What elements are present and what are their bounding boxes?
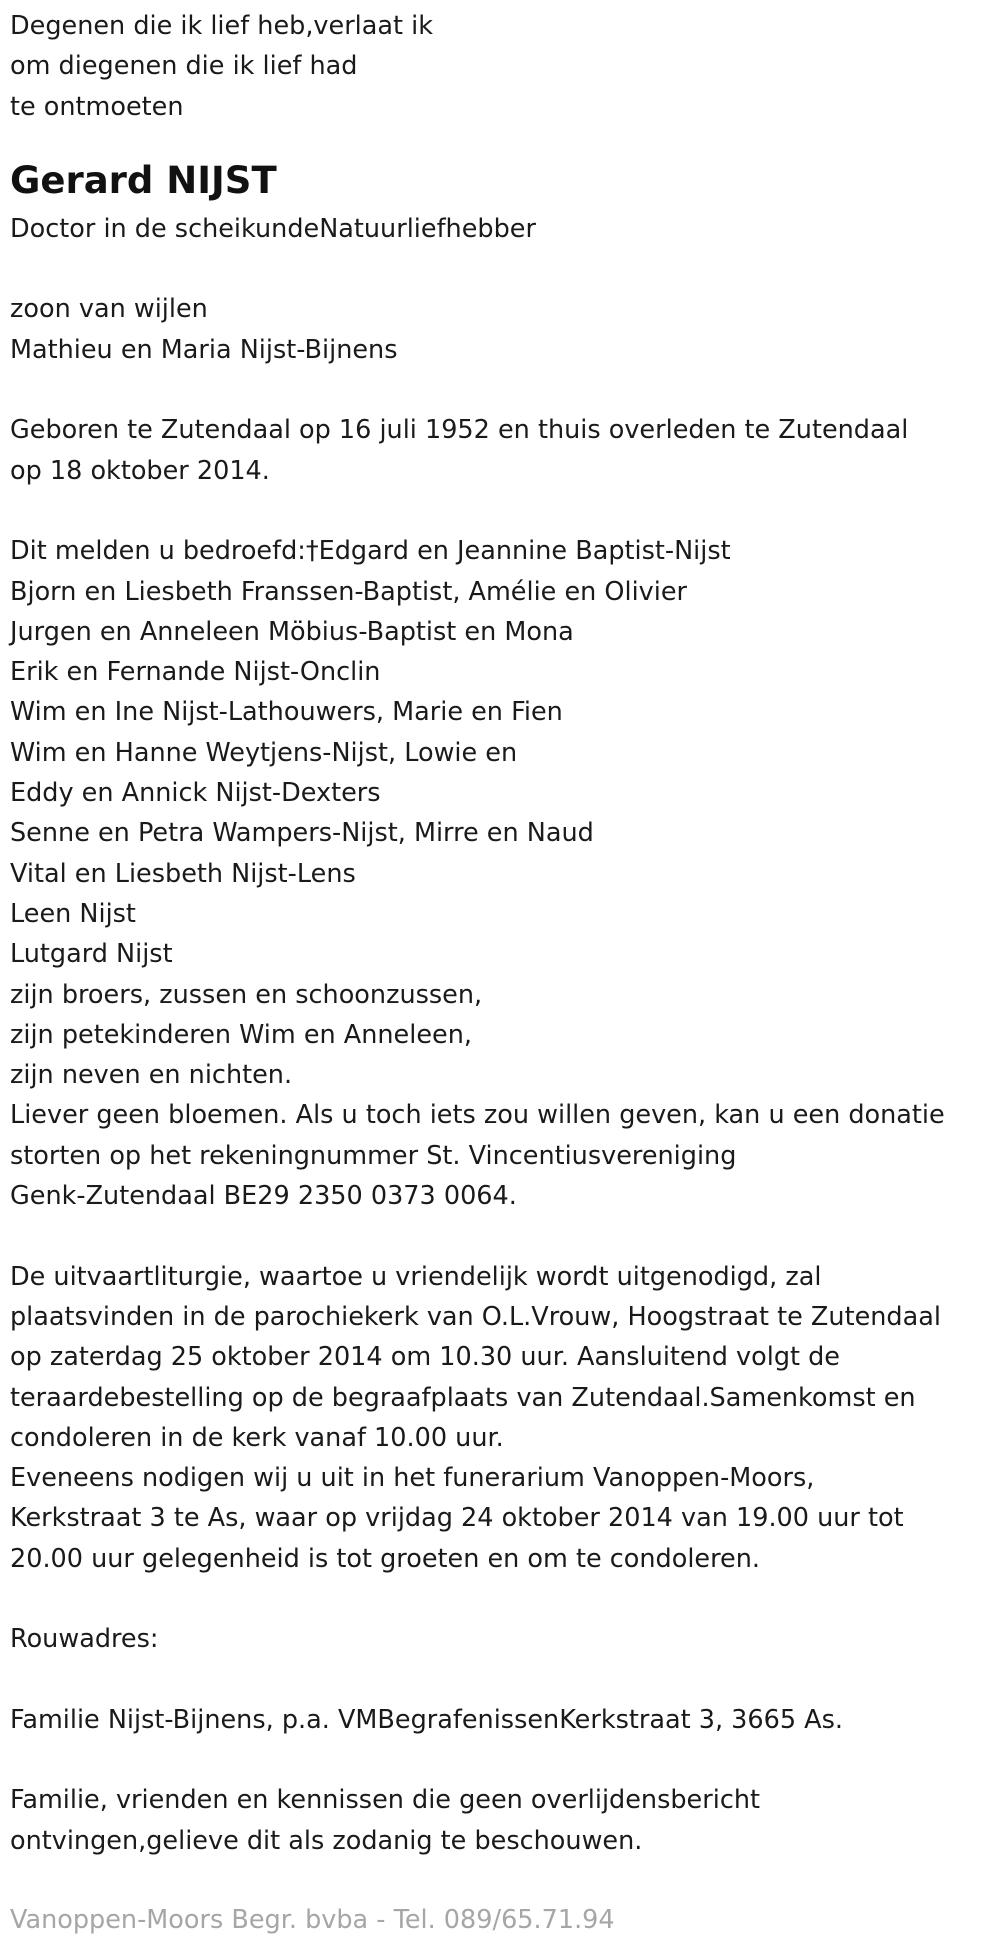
spacer [10, 1216, 995, 1256]
announcement [10, 531, 995, 1216]
announcement-line: Liever geen bloemen. Als u toch iets zou willen geven, kan u een donatie [10, 1100, 945, 1131]
announcement-line: Senne en Petra Wampers-Nijst, Mirre en Naud [10, 818, 594, 849]
announcement-line: Vital en Liesbeth Nijst-Lens [10, 858, 356, 889]
birth-death-line: op 18 oktober 2014. [10, 455, 270, 486]
announcement-line: Leen Nijst [10, 898, 136, 929]
funeral-line: De uitvaartliturgie, waartoe u vriendelijk wordt uitgenodigd, zal [10, 1261, 822, 1292]
announcement-line: Erik en Fernande Nijst-Onclin [10, 657, 381, 688]
spacer [10, 1740, 995, 1780]
funeral-line: teraardebestelling op de begraafplaats van Zutendaal.Samenkomst en [10, 1382, 916, 1413]
parents-line: zoon van wijlen [10, 294, 208, 325]
closing-note [10, 1780, 995, 1861]
spacer [10, 1660, 995, 1700]
funeral-home-footer: Vanoppen-Moors Begr. bvba - Tel. 089/65.71.94 [10, 1905, 615, 1935]
parents-line: Mathieu en Maria Nijst-Bijnens [10, 334, 398, 365]
announcement-line: zijn broers, zussen en schoonzussen, [10, 979, 483, 1010]
spacer [10, 249, 995, 289]
announcement-line: Wim en Ine Nijst-Lathouwers, Marie en Fien [10, 697, 563, 728]
announcement-line: storten op het rekeningnummer St. Vincentiusvereniging [10, 1140, 737, 1171]
obituary-notice [10, 6, 995, 1861]
mourning-address: Familie Nijst-Bijnens, p.a. VMBegrafenissenKerkstraat 3, 3665 As. [10, 1704, 844, 1735]
announcement-line: zijn neven en nichten. [10, 1060, 293, 1091]
announcement-line: Wim en Hanne Weytjens-Nijst, Lowie en [10, 737, 518, 768]
announcement-line: Genk-Zutendaal BE29 2350 0373 0064. [10, 1181, 517, 1212]
announcement-line: Bjorn en Liesbeth Franssen-Baptist, Amélie en Olivier [10, 576, 688, 607]
poem-line: Degenen die ik lief heb,verlaat ik [10, 11, 433, 41]
occupation: Doctor in de scheikundeNatuurliefhebber [10, 213, 536, 244]
poem-line: om diegenen die ik lief had [10, 51, 358, 82]
funeral-line: 20.00 uur gelegenheid is tot groeten en om te condoleren. [10, 1543, 760, 1574]
announcement-line: Dit melden u bedroefd:†Edgard en Jeannine Baptist-Nijst [10, 536, 731, 567]
funeral-line: op zaterdag 25 oktober 2014 om 10.30 uur. Aansluitend volgt de [10, 1342, 840, 1373]
parents [10, 289, 995, 370]
birth-death [10, 410, 995, 491]
funeral-line: condoleren in de kerk vanaf 10.00 uur. [10, 1422, 504, 1453]
deceased-name: Gerard NIJST [10, 158, 277, 202]
announcement-line: Eddy en Annick Nijst-Dexters [10, 778, 381, 809]
funeral-line: plaatsvinden in de parochiekerk van O.L.Vrouw, Hoogstraat te Zutendaal [10, 1301, 941, 1332]
announcement-line: Jurgen en Anneleen Möbius-Baptist en Mona [10, 616, 574, 647]
closing-line: ontvingen,gelieve dit als zodanig te beschouwen. [10, 1825, 643, 1856]
spacer [10, 370, 995, 410]
funeral-details [10, 1257, 995, 1579]
funeral-line: Eveneens nodigen wij u uit in het funerarium Vanoppen-Moors, [10, 1463, 815, 1494]
closing-line: Familie, vrienden en kennissen die geen overlijdensbericht [10, 1785, 760, 1816]
poem [10, 6, 995, 127]
spacer [10, 491, 995, 531]
poem-line: te ontmoeten [10, 91, 184, 122]
birth-death-line: Geboren te Zutendaal op 16 juli 1952 en thuis overleden te Zutendaal [10, 415, 909, 446]
funeral-line: Kerkstraat 3 te As, waar op vrijdag 24 oktober 2014 van 19.00 uur tot [10, 1503, 904, 1534]
address-label: Rouwadres: [10, 1624, 159, 1655]
announcement-line: Lutgard Nijst [10, 939, 173, 970]
announcement-line: zijn petekinderen Wim en Anneleen, [10, 1019, 472, 1050]
spacer [10, 1579, 995, 1619]
